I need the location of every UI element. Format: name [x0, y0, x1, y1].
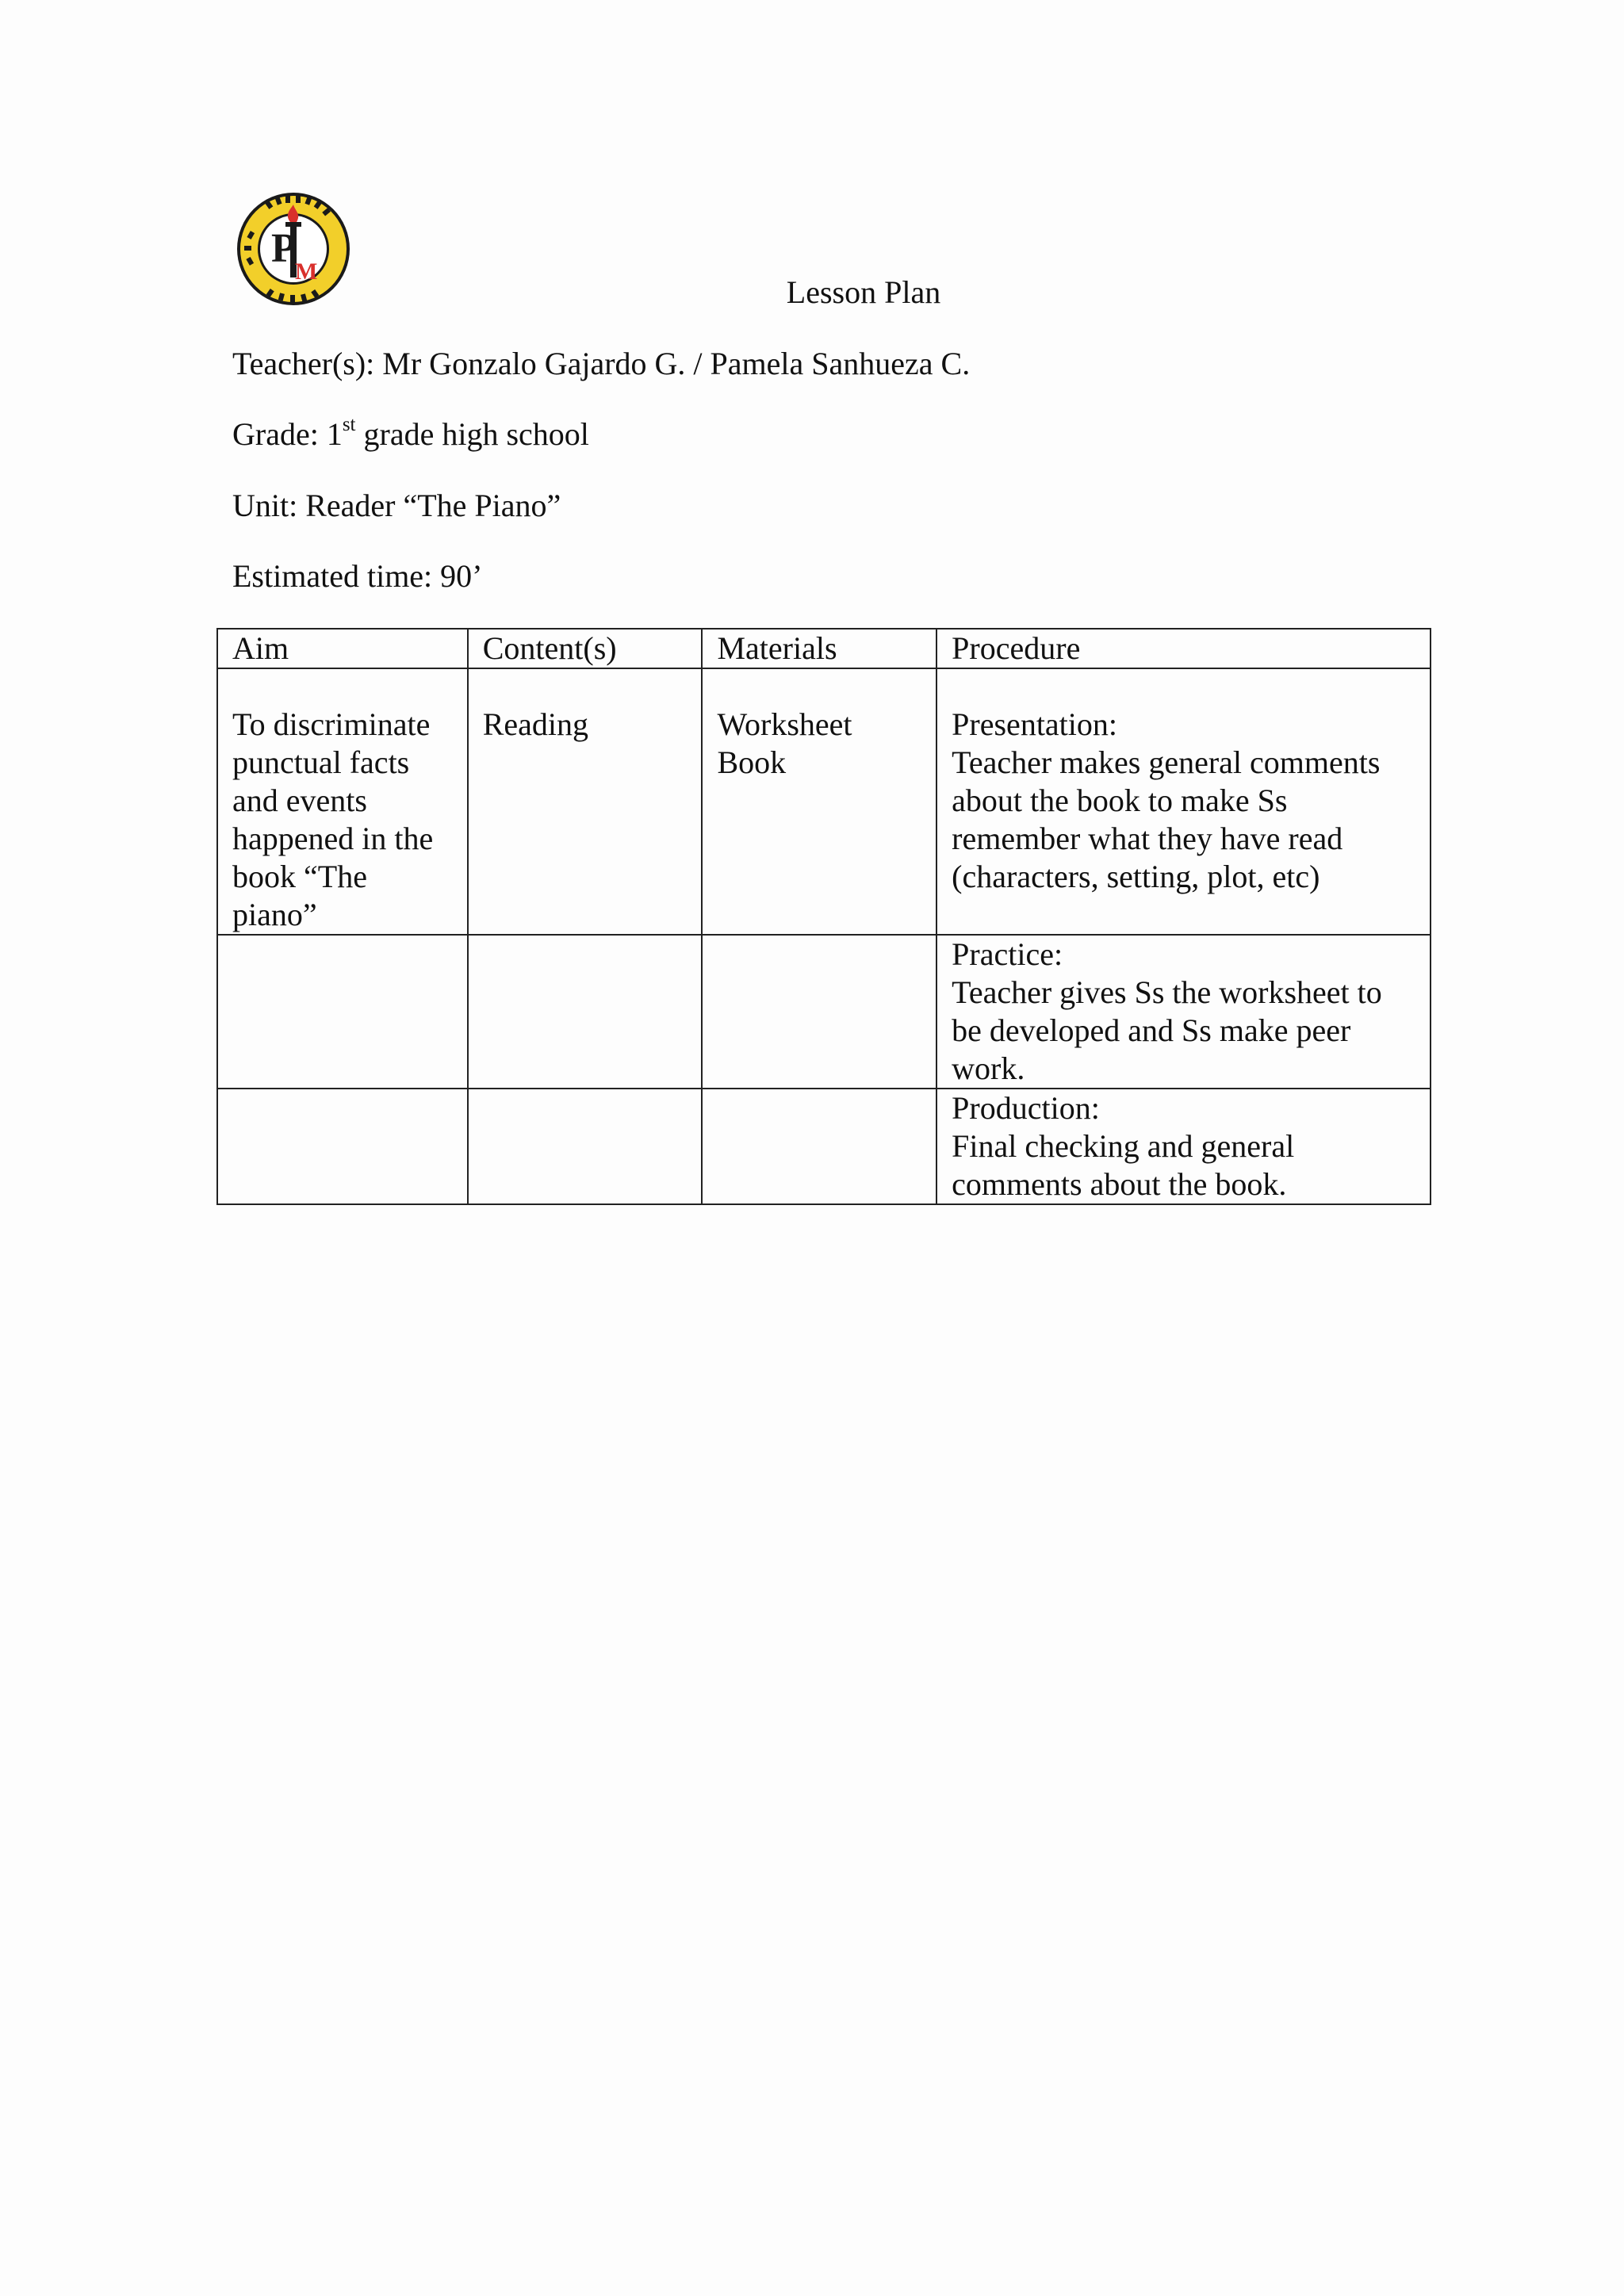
header-content: Content(s) — [468, 629, 703, 668]
procedure-title: Production: — [952, 1090, 1100, 1126]
grade-suffix: grade high school — [355, 416, 589, 452]
procedure-cell — [936, 935, 1431, 1089]
materials-cell — [702, 668, 936, 935]
materials-cell — [702, 1089, 936, 1204]
procedure-title: Practice: — [952, 936, 1063, 972]
procedure-text: Teacher makes general comments about the book to make Ss remember what they have read (characters, setting, plot, etc) — [952, 744, 1381, 894]
header-procedure: Procedure — [936, 629, 1431, 668]
aim-cell — [217, 1089, 468, 1204]
grade-ordinal: st — [342, 413, 356, 435]
grade-line — [232, 413, 589, 456]
unit-line: Unit: Reader “The Piano” — [232, 488, 561, 523]
procedure-block — [952, 936, 1415, 1088]
header-aim: Aim — [217, 629, 468, 668]
grade-prefix: Grade: 1 — [232, 416, 343, 452]
material-item: Book — [717, 744, 787, 780]
page-title: Lesson Plan — [786, 274, 941, 310]
materials-list — [717, 669, 921, 782]
lesson-plan-table — [216, 628, 1431, 1205]
header-materials: Materials — [702, 629, 936, 668]
content-cell — [468, 935, 703, 1089]
procedure-cell — [936, 1089, 1431, 1204]
aim-cell — [217, 935, 468, 1089]
procedure-block — [952, 669, 1415, 896]
content-text: Reading — [482, 706, 589, 742]
table-header-row — [217, 629, 1431, 668]
procedure-block — [952, 1089, 1415, 1203]
procedure-cell — [936, 668, 1431, 935]
material-item: Worksheet — [717, 706, 852, 742]
content-cell — [468, 1089, 703, 1204]
teacher-line: Teacher(s): Mr Gonzalo Gajardo G. / Pamela Sanhueza C. — [232, 346, 971, 381]
svg-text:P: P — [271, 226, 297, 271]
procedure-text: Teacher gives Ss the worksheet to be developed and Ss make peer work. — [952, 974, 1382, 1086]
time-line: Estimated time: 90’ — [232, 558, 483, 594]
aim-text: To discriminate punctual facts and events happened in the book “The piano” — [232, 706, 434, 932]
procedure-title: Presentation: — [952, 706, 1118, 742]
table-row — [217, 1089, 1431, 1204]
materials-cell — [702, 935, 936, 1089]
content-cell — [468, 668, 703, 935]
table-row — [217, 668, 1431, 935]
svg-text:M: M — [295, 258, 318, 285]
aim-cell — [217, 668, 468, 935]
procedure-text: Final checking and general comments about the book. — [952, 1128, 1295, 1202]
table-row — [217, 935, 1431, 1089]
